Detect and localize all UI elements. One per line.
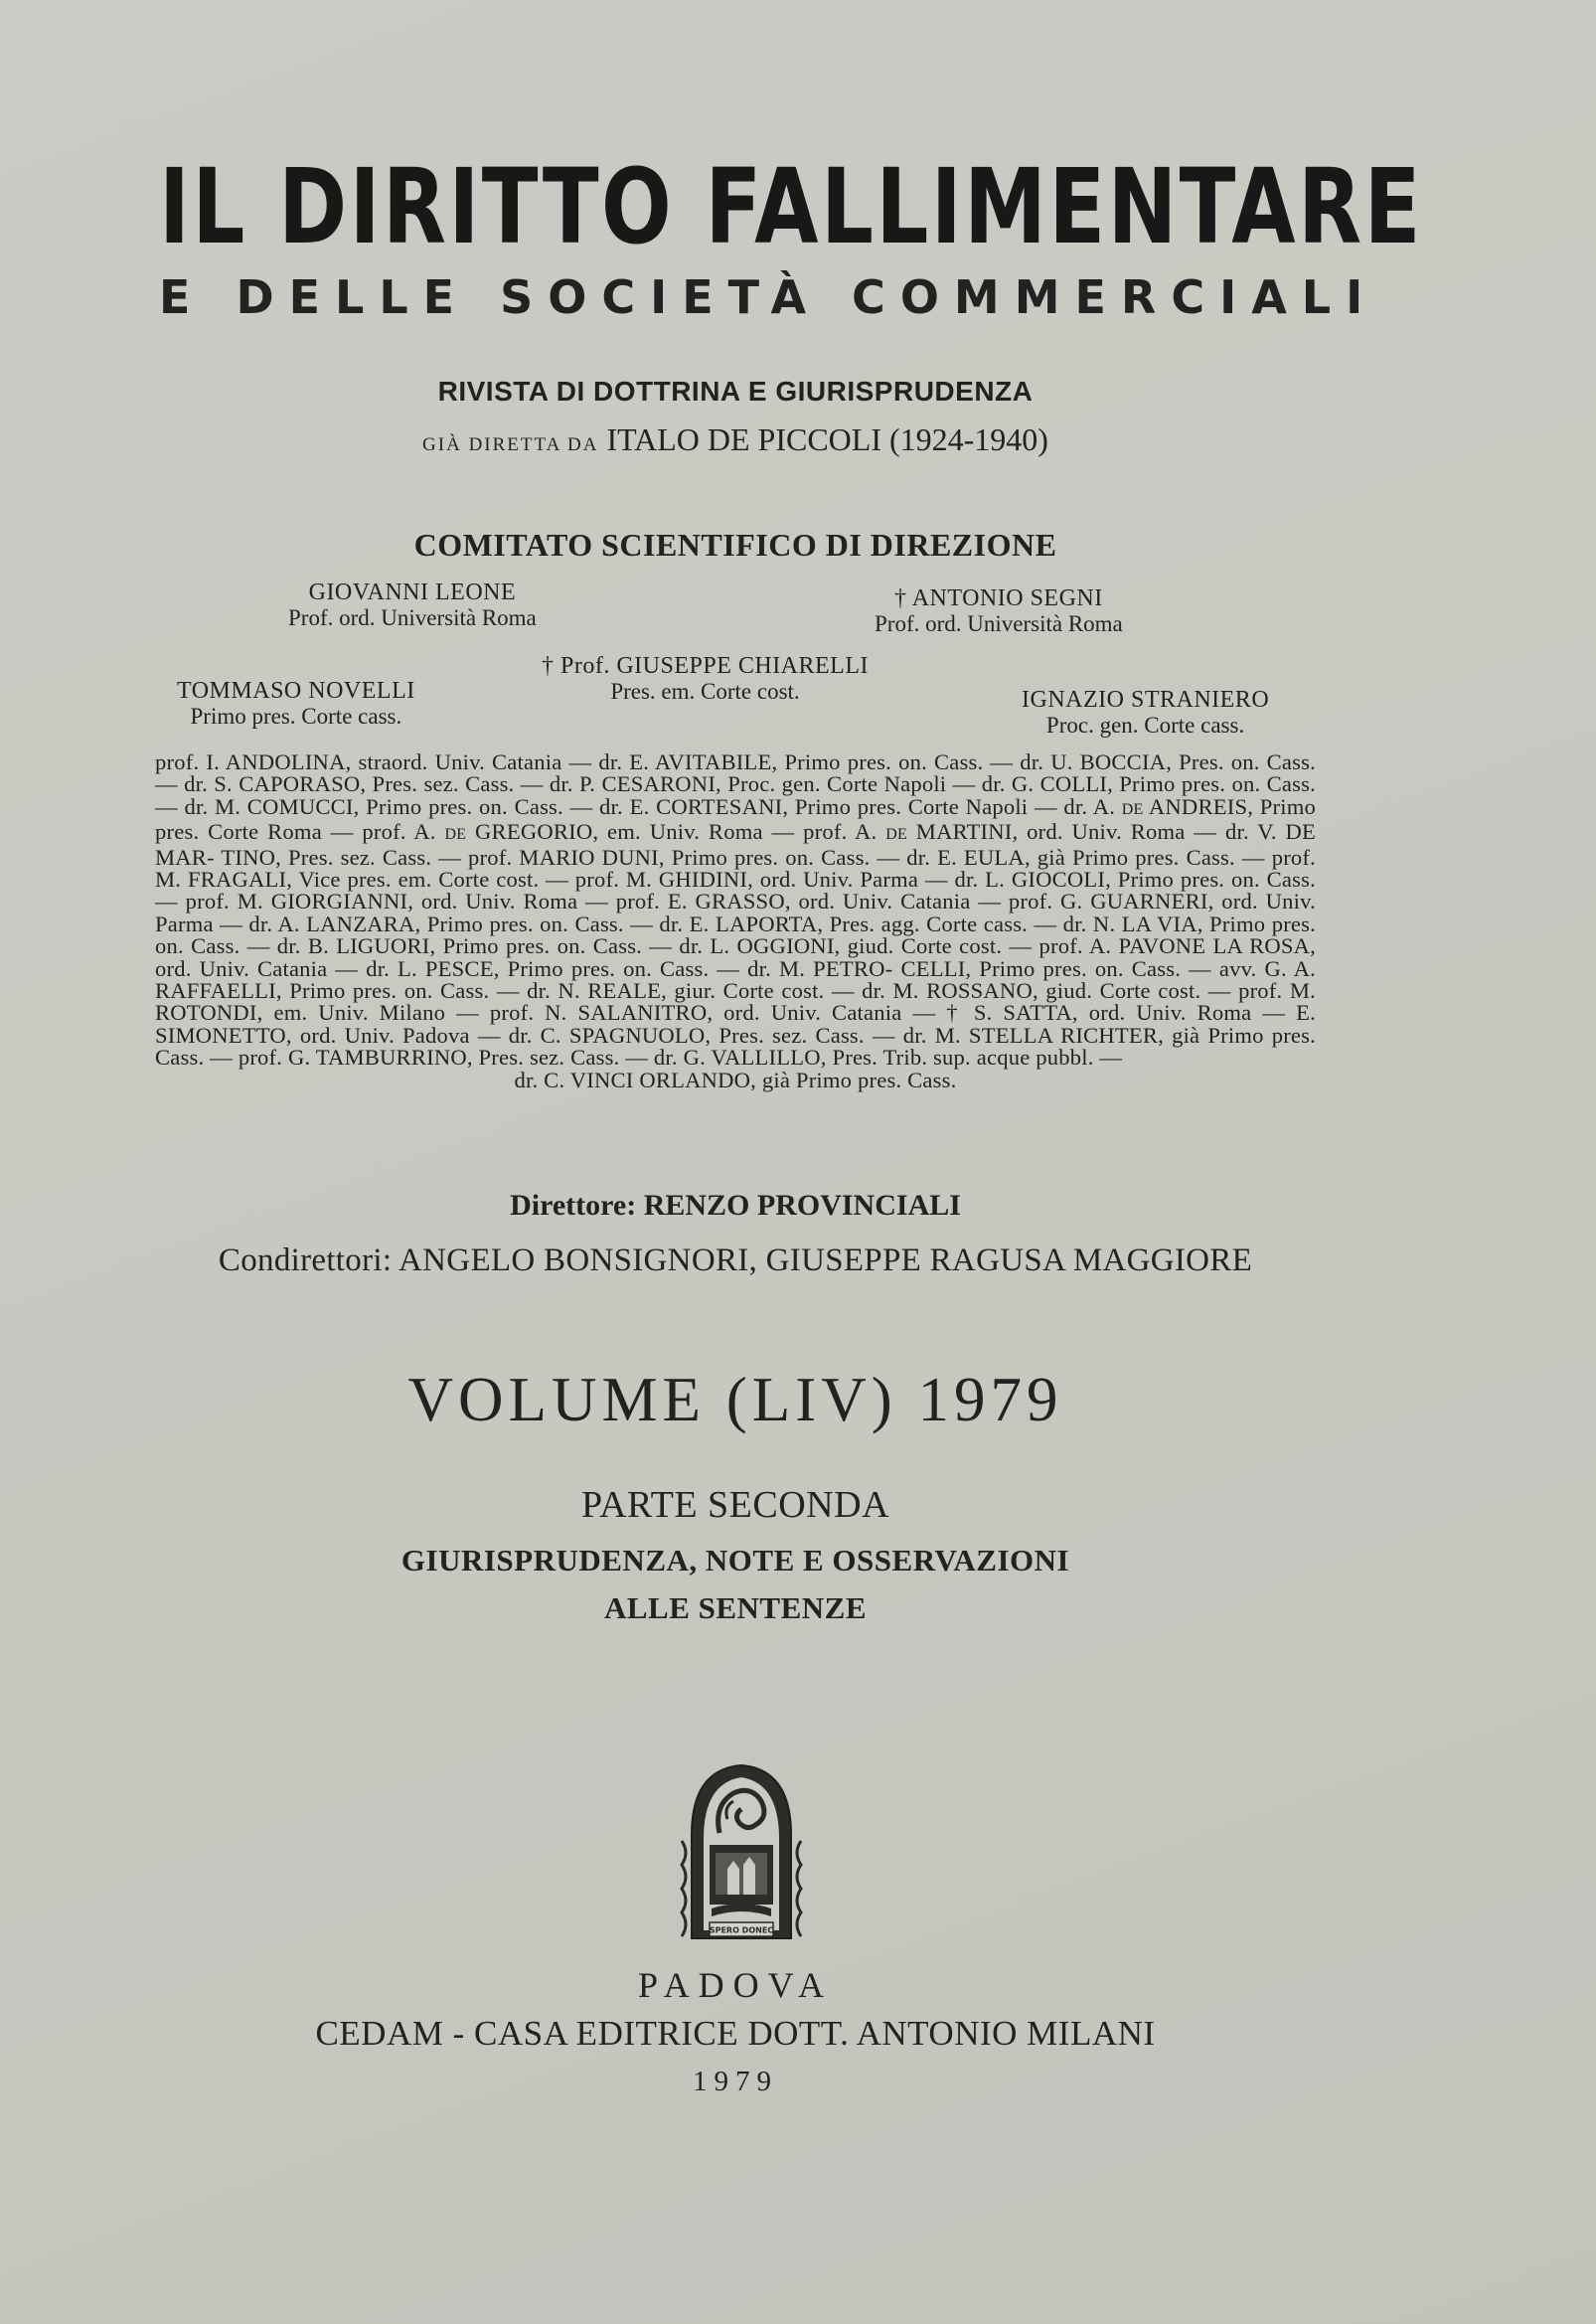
collaborators-line: TINO, Pres. sez. Cass. — prof. MARIO DUNI, Primo pres. on. Cass. — dr. E. EULA, già Primo pres. xyxy=(221,844,1180,870)
collaborators-line: giur. Corte cost. — dr. M. ROSSANO, giud. Corte cost. — prof. M. ROTONDI, em. Univ. Milano — xyxy=(155,978,1316,1026)
committee-member xyxy=(177,679,415,729)
member-name: TOMMASO NOVELLI xyxy=(177,678,415,704)
collaborators-line: MARTINI, ord. Univ. Roma — dr. V. DE MAR- xyxy=(155,819,1317,870)
collaborators-line: dr. C. VINCI ORLANDO, già Primo pres. Cass. xyxy=(514,1067,957,1092)
emblem-motto: SPERO DONEC xyxy=(709,1925,774,1935)
committee-heading: COMITATO SCIENTIFICO DI DIREZIONE xyxy=(413,527,1057,563)
member-role: Pres. em. Corte cost. xyxy=(610,679,800,704)
cedam-emblem-icon xyxy=(674,1761,809,1946)
collaborators-line: prof. I. ANDOLINA, straord. Univ. Catania — dr. E. AVITABILE, Primo pres. on. Cass. — dr. xyxy=(155,749,1044,774)
imprint-city: PADOVA xyxy=(637,1965,834,2005)
collaborators-line: dr. L. GIOCOLI, Primo pres. on. Cass. — prof. M. GIORGIANNI, ord. Univ. Roma — prof. xyxy=(155,867,1316,914)
committee-member xyxy=(288,581,537,630)
collaborators-line: Corte Napoli — dr. G. COLLI, Primo pres. on. Cass. — dr. M. COMUCCI, Primo pres. on. Cass. — dr. xyxy=(155,771,1316,819)
journal-title: IL DIRITTO FALLIMENTARE xyxy=(159,146,1423,267)
collaborators-particle: DE xyxy=(1121,800,1144,818)
collaborators-line: Cass. — dr. B. LIGUORI, Primo pres. on. Cass. — dr. L. OGGIONI, giud. Corte cost. — prof. xyxy=(191,933,1083,959)
collaborators-line: E. CORTESANI, Primo pres. Corte Napoli — dr. A. xyxy=(629,793,1122,819)
collaborators-line: GREGORIO, em. Univ. Roma — prof. A. xyxy=(466,819,886,845)
collaborators-line: Cass. — prof. M. FRAGALI, Vice pres. em. Corte cost. — prof. M. GHIDINI, ord. Univ. Parma — xyxy=(155,844,1316,893)
imprint-publisher: CEDAM - CASA EDITRICE DOTT. ANTONIO MILANI xyxy=(315,2014,1156,2053)
member-role: Primo pres. Corte cass. xyxy=(190,704,402,729)
collaborators-line: ANDREIS, Primo pres. Corte Roma — prof. xyxy=(155,793,1316,845)
part-title: PARTE SECONDA xyxy=(580,1484,890,1526)
committee-member xyxy=(542,654,869,704)
collaborators-list xyxy=(155,751,1316,1091)
imprint-year: 1979 xyxy=(693,2066,778,2097)
founding-director-name: ITALO DE PICCOLI (1924-1940) xyxy=(606,421,1048,457)
committee-member xyxy=(875,586,1123,636)
collaborators-line: E. GRASSO, ord. Univ. Catania — prof. G. GUARNERI, ord. Univ. Parma — dr. A. LANZARA, xyxy=(155,889,1316,936)
collaborators-line: Cass. — prof. G. TAMBURRINO, Pres. sez. Cass. — dr. G. VALLILLO, Pres. Trib. sup. acque pubbl. — xyxy=(155,1045,1123,1071)
collaborators-line: Primo pres. on. Cass. — dr. E. LAPORTA, Pres. agg. Corte cass. — dr. N. LA VIA, Primo pres. on. xyxy=(155,911,1316,959)
co-directors-label: Condirettori: xyxy=(218,1243,393,1278)
collaborators-particle: DE xyxy=(444,826,467,844)
member-name: GIOVANNI LEONE xyxy=(308,580,517,605)
journal-subtitle: E DELLE SOCIETÀ COMMERCIALI xyxy=(159,270,1378,324)
volume-title: VOLUME (LIV) 1979 xyxy=(407,1365,1063,1434)
collaborators-line: Univ. Padova — dr. C. SPAGNUOLO, Pres. sez. Cass. — dr. M. STELLA RICHTER, già Primo pres. xyxy=(344,1022,1316,1048)
part-content-line: ALLE SENTENZE xyxy=(603,1590,868,1625)
member-name: † ANTONIO SEGNI xyxy=(894,585,1103,611)
co-directors-line xyxy=(0,1243,1471,1279)
committee-member xyxy=(1022,688,1269,738)
collaborators-line: A. PAVONE LA ROSA, ord. Univ. Catania — dr. L. PESCE, Primo pres. on. Cass. — dr. M. PETRO- xyxy=(155,933,1316,981)
member-name: † Prof. GIUSEPPE CHIARELLI xyxy=(542,653,869,679)
collaborators-line: prof. N. SALANITRO, ord. Univ. Catania — † S. SATTA, ord. Univ. Roma — E. SIMONETTO, ord. xyxy=(155,1000,1316,1048)
part-content-line: GIURISPRUDENZA, NOTE E OSSERVAZIONI xyxy=(400,1543,1070,1577)
member-role: Prof. ord. Università Roma xyxy=(875,611,1123,636)
co-directors-names: ANGELO BONSIGNORI, GIUSEPPE RAGUSA MAGGIORE xyxy=(399,1243,1253,1278)
member-role: Proc. gen. Corte cass. xyxy=(1045,713,1245,738)
member-role: Prof. ord. Università Roma xyxy=(288,605,537,630)
founding-director-prefix: GIÀ DIRETTA DA xyxy=(422,434,599,455)
collaborators-line: U. BOCCIA, Pres. on. Cass. — dr. S. CAPORASO, Pres. sez. Cass. — dr. P. CESARONI, Proc. gen. xyxy=(155,749,1316,797)
founding-director-line xyxy=(0,421,1471,458)
director-line: Direttore: RENZO PROVINCIALI xyxy=(510,1189,961,1222)
collaborators-line: CELLI, Primo pres. on. Cass. — avv. G. A. RAFFAELLI, Primo pres. on. Cass. — dr. N. REALE, xyxy=(155,955,1316,1004)
journal-description: RIVISTA DI DOTTRINA E GIURISPRUDENZA xyxy=(437,376,1034,407)
collaborators-line: A. xyxy=(413,819,445,845)
member-name: IGNAZIO STRANIERO xyxy=(1022,687,1270,713)
collaborators-particle: DE xyxy=(885,826,907,844)
